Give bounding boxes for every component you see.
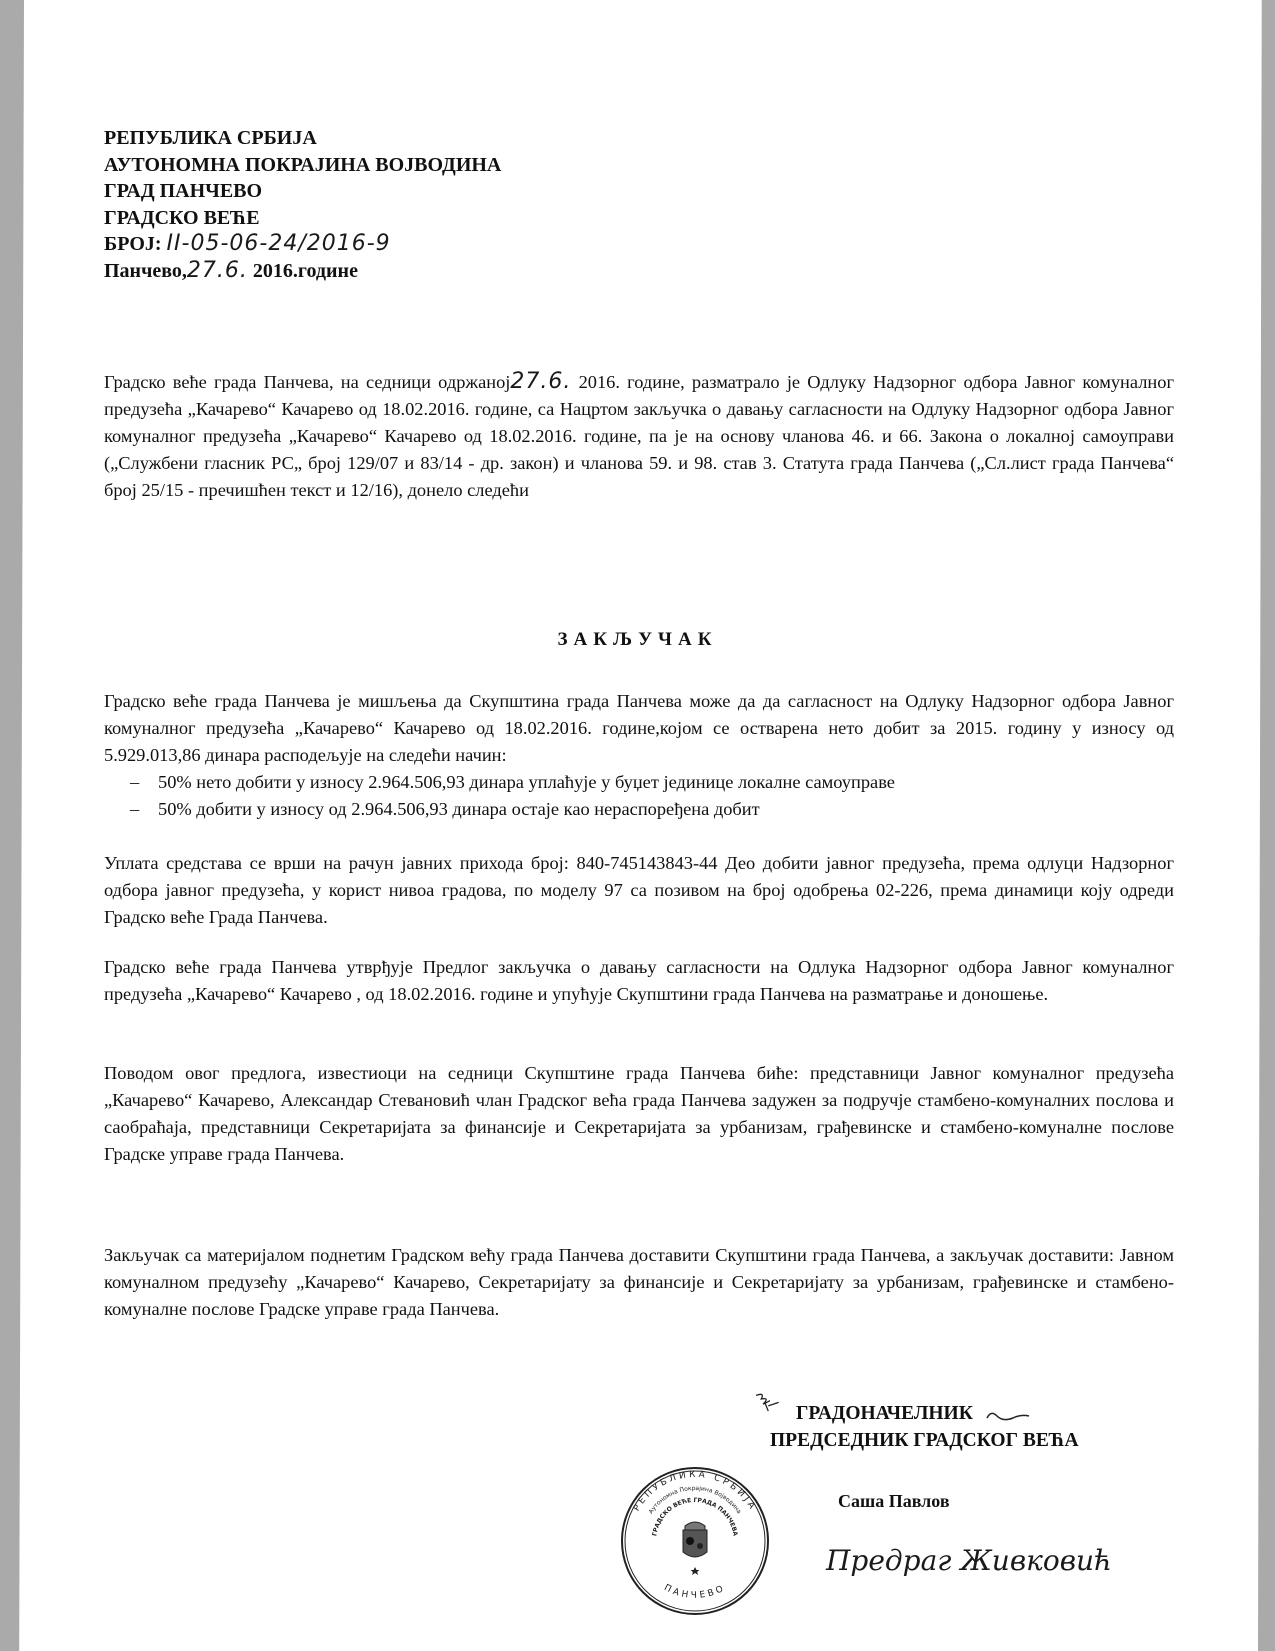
date-suffix: 2016.године (252, 259, 358, 282)
conclusion-paragraph-1 (104, 688, 1174, 823)
header-council: ГРАДСКО ВЕЋЕ (104, 206, 260, 229)
signatory-title-mayor: ГРАДОНАЧЕЛНИК (796, 1403, 973, 1424)
svg-text:ПАНЧЕВО (662, 1583, 728, 1601)
handwritten-signature (820, 1530, 1150, 1590)
conclusion-paragraph-5: Закључак са материјалом поднетим Градском већу града Панчева доставити Скупштини града Панчева, а закључак доставити: Јавном комуналном предузећу „Качарево“ Качарево, Секретаријату за финансије и Секретаријату за урбанизам, грађевинске и стамбено-комуналне послове Градске управе града Панчева. (104, 1245, 1174, 1319)
conclusion-paragraph-4: Поводом овог предлога, известиоци на седници Скупштине града Панчева биће: представници Јавног комуналног предузећа „Качарево“ Качарево, Александар Стевановић члан Градског већа града Панчева задужен за подручје стамбено-комуналних послова и саобраћаја, представници Секретаријата за финансије и Секретаријата за урбанизам, грађевинске и стамбено-комуналне послове Градске управе града Панчева. (104, 1063, 1174, 1164)
header-place-date (104, 258, 501, 285)
intro-part2: 2016. године, разматрало је Одлуку Надзорног одбора Јавног комуналног предузећа „Качарево“ Качарево од 18.02.2016. године, са Нацртом закључка о давању сагласности на Одлуку Надзорног одбора Јавног комуналног предузећа „Качарево“ Качарево од 18.02.2016. године, па је на основу чланова 46. и 66. Закона о локалној самоуправи („Службени гласник РС„ број 129/07 и 83/14 - др. закон) и чланова 59. и 98. став 3. Статута града Панчева („Сл.лист града Панчева“ број 25/15 - пречишћен текст и 12/16), донело следећи (104, 372, 1174, 500)
conclusion-paragraph-3: Градско веће града Панчева утврђује Предлог закључка о давању сагласности на Одлука Надзорног одбора Јавног комуналног предузећа „Качарево“ Качарево , од 18.02.2016. године и упућује Скупштини града Панчева на разматрање и доношење. (104, 957, 1174, 1004)
signature-text: Предраг Живковић (826, 1544, 1113, 1577)
intro-handwritten-date: 27.6. (510, 369, 572, 394)
header-country: РЕПУБЛИКА СРБИЈА (104, 127, 317, 149)
signatory-title-president: ПРЕДСЕДНИК ГРАДСКОГ ВЕЋА (770, 1430, 1079, 1451)
list-item (104, 796, 1174, 823)
intro-part1: Градско веће града Панчева, на седници одржаној (104, 372, 511, 392)
document-title: ЗАКЉУЧАК (557, 629, 718, 650)
list-item-text: 50% нето добити у износу 2.964.506,93 динара уплаћује у буџет јединице локалне самоуправе (158, 772, 895, 792)
header-city: ГРАД ПАНЧЕВО (104, 180, 263, 202)
distribution-list (104, 769, 1174, 823)
list-item-text: 50% добити у износу од 2.964.506,93 динара остаје као нераспоређена добит (158, 799, 760, 819)
conclusion-paragraph-2: Уплата средстава се врши на рачун јавних прихода број: 840-745143843-44 Део добити јавног предузећа, према одлуци Надзорног одбора јавног предузећа, у корист нивоа градова, по моделу 97 са позивом на број одобрења 02-226, према динамици коју одреди Градско веће Града Панчева. (104, 853, 1174, 927)
handwritten-date: 27.6. (186, 257, 248, 283)
header-province: АУТОНОМНА ПОКРАЈИНА ВОЈВОДИНА (104, 153, 502, 176)
coat-of-arms-icon (683, 1522, 707, 1557)
stamp-inner-text: ГРАДСКО ВЕЋЕ ГРАДА ПАНЧЕВА (651, 1496, 739, 1537)
dash-bullet-icon: – (130, 772, 140, 792)
signature-block (770, 1400, 1079, 1511)
signatory-name: Саша Павлов (838, 1491, 950, 1511)
intro-paragraph (104, 368, 1174, 504)
dash-bullet-icon: – (130, 799, 140, 819)
number-label: БРОЈ: (104, 233, 162, 255)
stamp-middle-text: Аутономна Покрајина Војводина (647, 1484, 743, 1516)
stamp-star-icon (691, 1567, 700, 1575)
list-item (104, 769, 1174, 796)
scan-edge-right (1258, 0, 1275, 1651)
document-header (104, 125, 501, 284)
handwritten-number: II-05-06-24/2016-9 (166, 231, 391, 256)
scan-edge-left (0, 0, 24, 1651)
stamp-outer-text: РЕПУБЛИКА СРБИЈА (631, 1469, 759, 1514)
handwritten-mark-icon (752, 1392, 788, 1418)
conclusion-text-1: Градско веће града Панчева је мишљења да Скупштина града Панчева може да да сагласност на Одлуку Надзорног одбора Јавног комуналног предузећа „Качарево“ Качарево од 18.02.2016. године,којом се остварена нето добит за 2015. годину у износу од 5.929.013,86 динара расподељује на следећи начин: (104, 691, 1174, 765)
handwritten-tilde-icon (985, 1408, 1031, 1424)
header-number (104, 231, 501, 258)
official-stamp (620, 1466, 770, 1616)
stamp-bottom-text: ПАНЧЕВО (662, 1582, 728, 1601)
place-label: Панчево, (104, 259, 187, 282)
